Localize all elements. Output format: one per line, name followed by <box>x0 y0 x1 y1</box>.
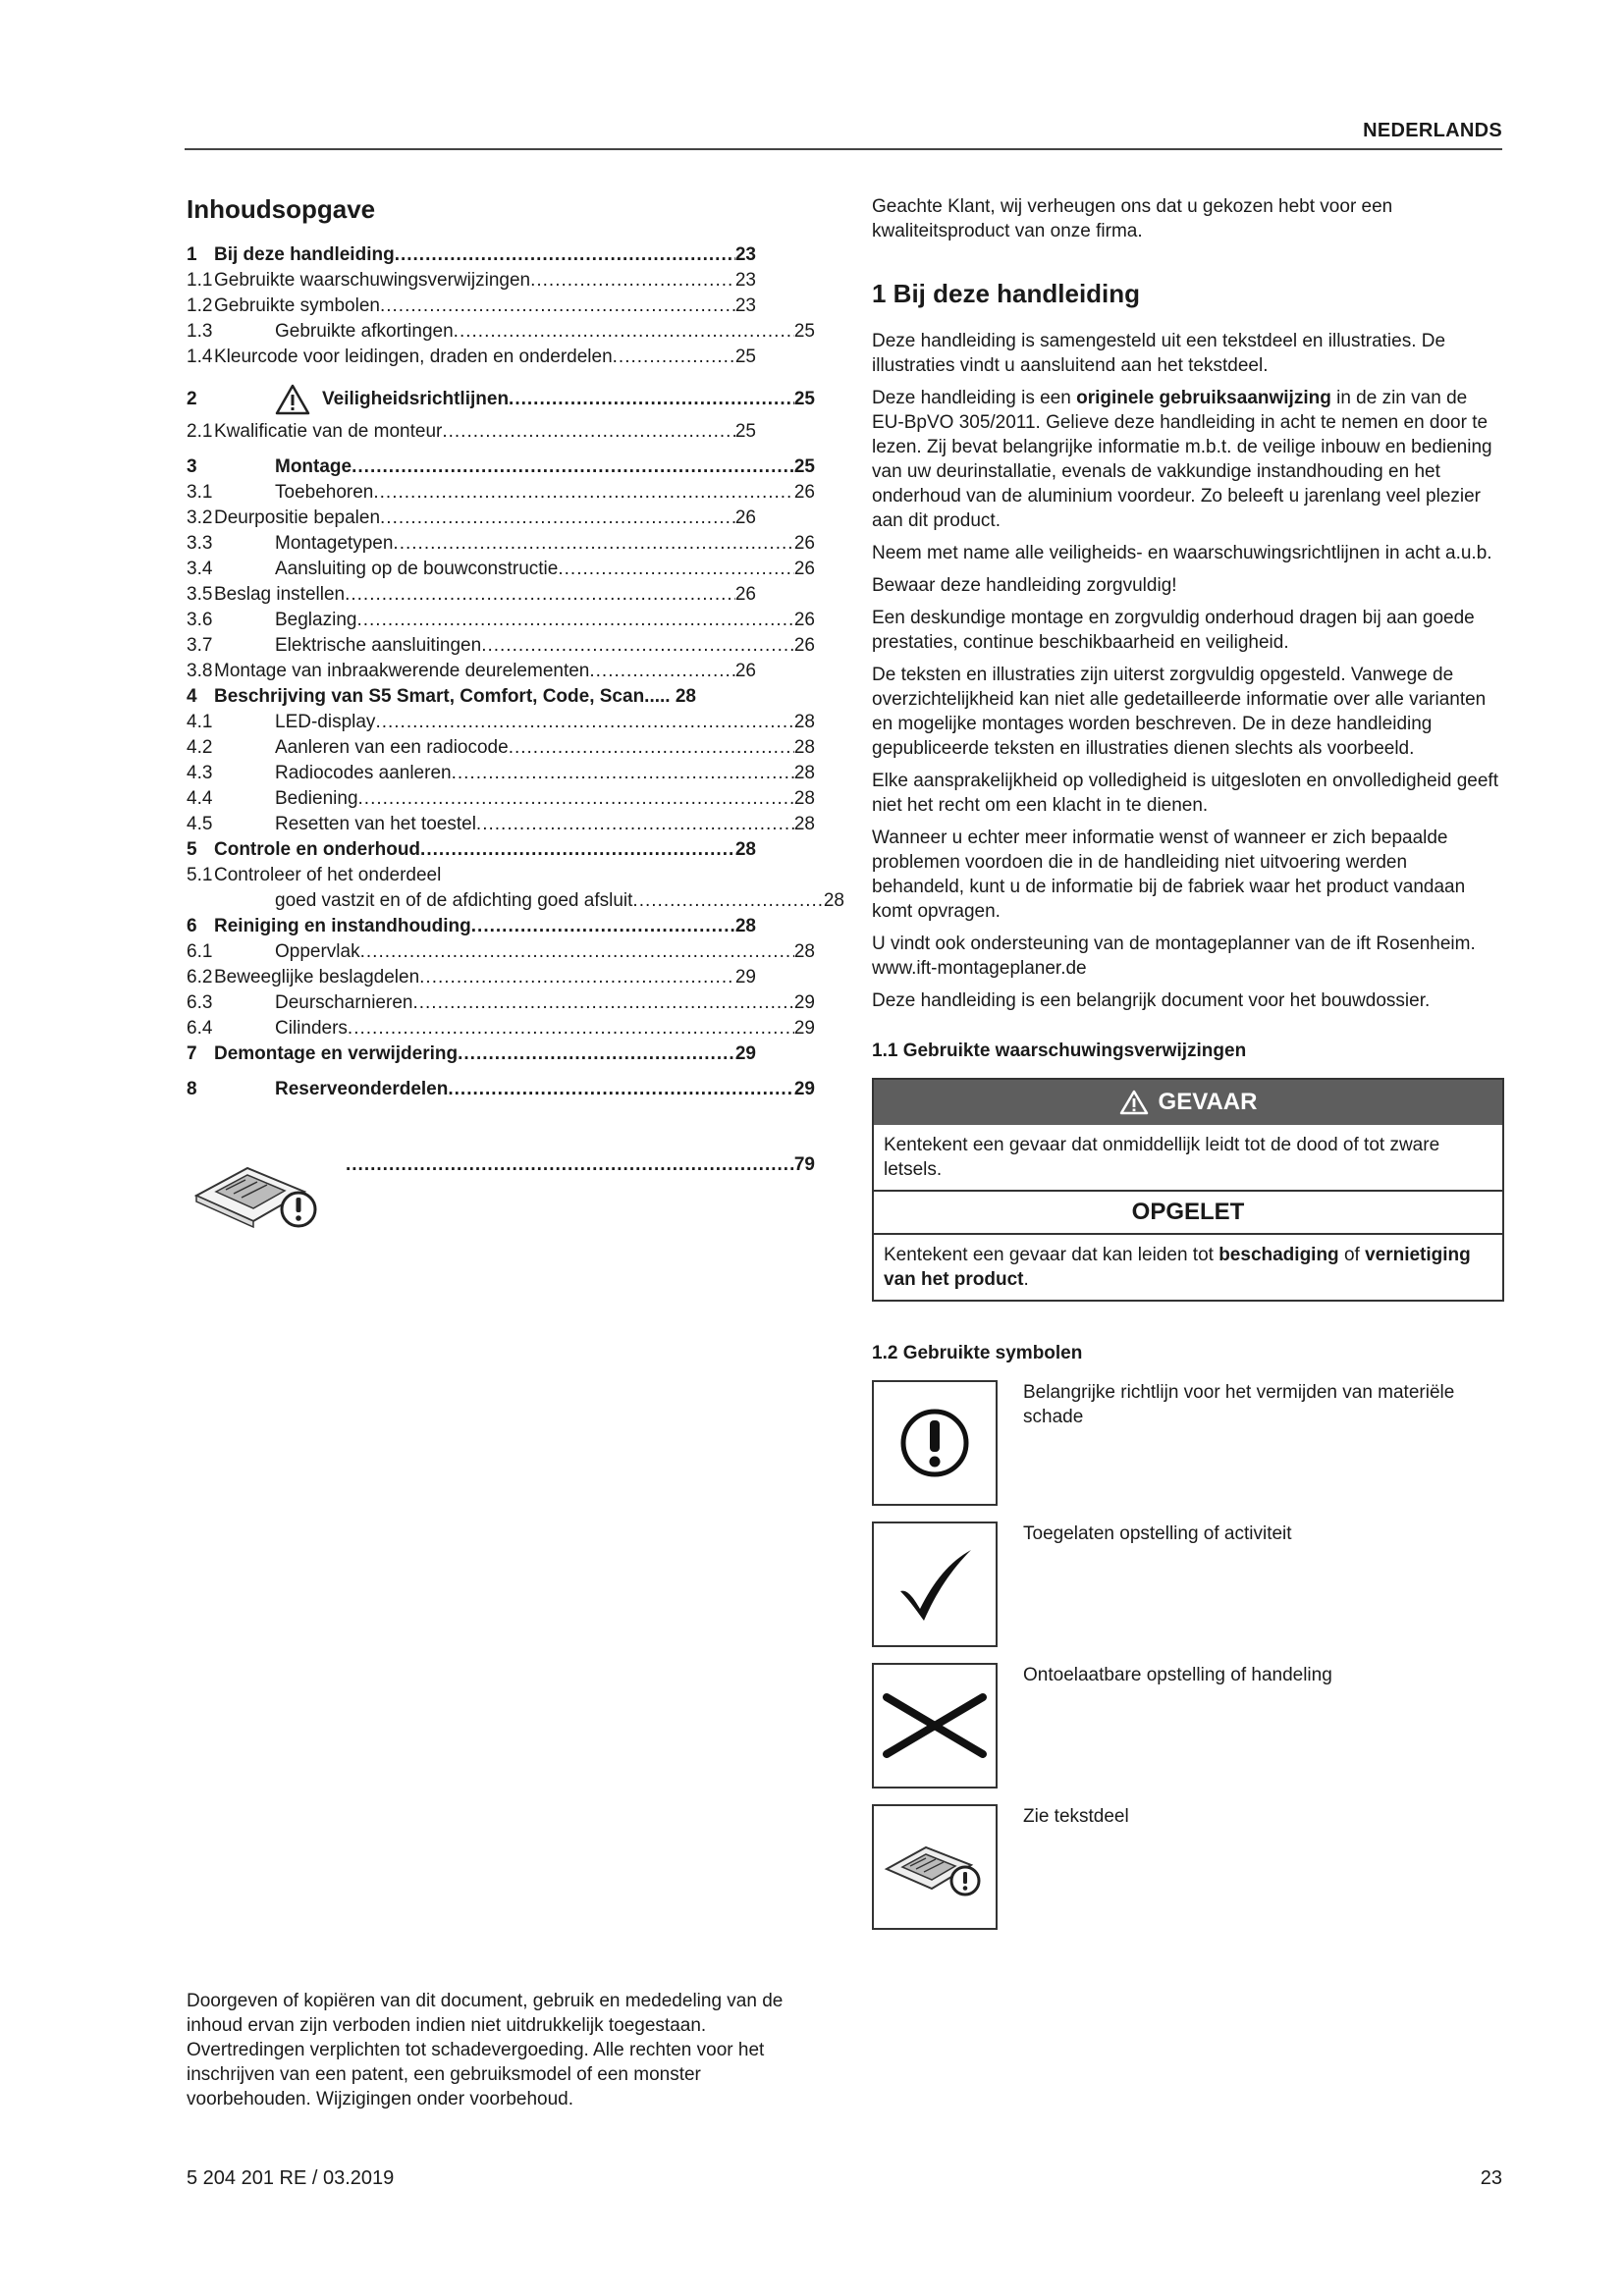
toc-entry[interactable]: 1.1 Gebruikte waarschuwingsverwijzingen ..... 23 <box>187 268 756 294</box>
paragraph: Neem met name alle veiligheids- en waarschuwingsrichtlijnen in acht a.u.b. <box>872 543 1492 563</box>
toc-entry[interactable]: goed vastzit en of de afdichting goed afsluit ..... 28 <box>187 888 844 914</box>
toc-entry[interactable]: 4 Beschrijving van S5 Smart, Comfort, Code, Scan..... 28 <box>187 686 696 707</box>
header-rule <box>185 148 1502 150</box>
see-text-icon <box>881 1828 989 1906</box>
toc-entry[interactable]: 4.4 Bediening ..... 28 <box>187 786 815 812</box>
toc-entry[interactable]: 3.2 Deurpositie bepalen ..... 26 <box>187 506 756 531</box>
symbol-list <box>872 1380 1502 1930</box>
list-item: Toegelaten opstelling of activiteit <box>872 1522 1502 1647</box>
paragraph: Deze handleiding is samengesteld uit een tekstdeel en illustraties. De illustraties vindt u aansluitend aan het tekstdeel. <box>872 331 1446 376</box>
toc-entry[interactable]: 1 Bij deze handleiding ..... 23 <box>187 242 756 268</box>
toc-entry[interactable]: 6 Reiniging en instandhouding ..... 28 <box>187 914 756 939</box>
warning-triangle-icon <box>275 384 310 415</box>
toc-entry[interactable]: 3.3 Montagetypen ..... 26 <box>187 531 815 557</box>
toc-entry[interactable]: 8 Reserveonderdelen ..... 29 <box>187 1077 815 1102</box>
paragraph: Wanneer u echter meer informatie wenst of wanneer er zich bepaalde problemen voordoen die in de handleiding niet uitvoering werden behandeld, kunt u de informatie bij de fabriek waar het product vandaan komt opvragen. <box>872 828 1466 922</box>
exclamation-circle-icon <box>895 1404 974 1482</box>
caution-header: OPGELET <box>874 1192 1502 1235</box>
main-content <box>872 194 1502 1946</box>
list-item: Zie tekstdeel <box>872 1804 1502 1930</box>
page-number: 23 <box>1480 2167 1502 2189</box>
copyright-notice: Doorgeven of kopiëren van dit document, gebruik en mededeling van de inhoud ervan zijn verboden indien niet uitdrukkelijk toegestaan. Overtredingen verplichten tot schadevergoeding. Alle rechten voor het inschrijven van een patent, een gebruiksmodel of een monster voorbehouden. Wijzigingen onder voorbehoud. <box>187 1991 784 2109</box>
toc-title: Inhoudsopgave <box>187 194 376 224</box>
list-item: Belangrijke richtlijn voor het vermijden van materiële schade <box>872 1380 1502 1506</box>
toc-entry[interactable]: 7 Demontage en verwijdering ..... 29 <box>187 1041 756 1067</box>
toc-entry[interactable]: 6.1 Oppervlak ..... 28 <box>187 939 815 965</box>
list-item: Ontoelaatbare opstelling of handeling <box>872 1663 1502 1789</box>
section-title: 1 Bij deze handleiding <box>872 279 1141 308</box>
toc-entry[interactable]: 3.4 Aansluiting op de bouwconstructie ..... 26 <box>187 557 815 582</box>
language-label: NEDERLANDS <box>1363 120 1502 141</box>
toc-entry[interactable]: 6.4 Cilinders ..... 29 <box>187 1016 815 1041</box>
toc-entry[interactable]: 3.5 Beslag instellen ..... 26 <box>187 582 756 608</box>
table-of-contents <box>187 194 844 1102</box>
warning-triangle-icon <box>1119 1090 1149 1115</box>
toc-entry[interactable]: 6.2 Beweeglijke beslagdelen ..... 29 <box>187 965 756 990</box>
paragraph: Een deskundige montage en zorgvuldig onderhoud dragen bij aan goede prestaties, continue beschikbaarheid en veiligheid. <box>872 608 1475 653</box>
toc-entry[interactable]: 3.1 Toebehoren ..... 26 <box>187 480 815 506</box>
subsection-title: 1.2 Gebruikte symbolen <box>872 1343 1083 1363</box>
toc-entry[interactable]: 3.8 Montage van inbraakwerende deurelementen ..... 26 <box>187 659 756 684</box>
toc-entry[interactable]: 1.4 Kleurcode voor leidingen, draden en onderdelen ..... 25 <box>187 345 756 370</box>
toc-entry[interactable]: 2 Veiligheidsrichtlijnen ..... 25 <box>187 380 815 419</box>
see-text-icon <box>187 1148 324 1237</box>
paragraph: Bewaar deze handleiding zorgvuldig! <box>872 575 1177 596</box>
toc-entry[interactable]: 3.7 Elektrische aansluitingen ..... 26 <box>187 633 815 659</box>
toc-entry[interactable]: 3 Montage ..... 25 <box>187 454 815 480</box>
toc-entry[interactable]: 3.6 Beglazing ..... 26 <box>187 608 815 633</box>
toc-entry[interactable]: 4.3 Radiocodes aanleren ..... 28 <box>187 761 815 786</box>
paragraph: U vindt ook ondersteuning van de montageplanner van de ift Rosenheim. www.ift-montageplaner.de <box>872 934 1476 979</box>
toc-entry[interactable]: 2.1 Kwalificatie van de monteur ..... 25 <box>187 419 756 445</box>
toc-entry[interactable]: 1.2 Gebruikte symbolen ..... 23 <box>187 294 756 319</box>
toc-entry[interactable]: 1.3 Gebruikte afkortingen ..... 25 <box>187 319 815 345</box>
document-number: 5 204 201 RE / 03.2019 <box>187 2167 395 2189</box>
toc-entry[interactable]: 4.1 LED-display ..... 28 <box>187 710 815 735</box>
danger-text: Kentekent een gevaar dat onmiddellijk leidt tot de dood of tot zware letsels. <box>874 1125 1502 1192</box>
toc-entry[interactable]: 5.1 Controleer of het onderdeel <box>187 865 442 885</box>
paragraph: Deze handleiding is een originele gebruiksaanwijzing in de zin van de EU-BpVO 305/2011. Gelieve deze handleiding in acht te nemen en door te lezen. Zij bevat belangrijke informatie m.b.t. de veilige inbouw en bediening van uw deurinstallatie, evenals de vakkundige instandhouding en het onderhoud van de aluminium voordeur. Zo beleeft u jarenlang veel plezier aan dit product. <box>872 388 1492 531</box>
subsection-title: 1.1 Gebruikte waarschuwingsverwijzingen <box>872 1041 1247 1061</box>
paragraph: De teksten en illustraties zijn uiterst zorgvuldig opgesteld. Vanwege de overzichtelijkheid kan niet alle gedetailleerde informatie over alle varianten en mogelijke montages worden beschreven. De in deze handleiding gepubliceerde teksten en illustraties dienen slechts als voorbeeld. <box>872 665 1487 759</box>
toc-entry[interactable]: 4.2 Aanleren van een radiocode ..... 28 <box>187 735 815 761</box>
intro-text: Geachte Klant, wij verheugen ons dat u gekozen hebt voor een kwaliteitsproduct van onze firma. <box>872 196 1393 241</box>
cross-icon <box>881 1682 989 1770</box>
caution-text: Kentekent een gevaar dat kan leiden tot beschadiging of vernietiging van het product. <box>884 1245 1471 1290</box>
toc-entry[interactable]: 6.3 Deurscharnieren ..... 29 <box>187 990 815 1016</box>
paragraph: Elke aansprakelijkheid op volledigheid is uitgesloten en onvolledigheid geeft niet het recht om een klacht in te dienen. <box>872 771 1498 816</box>
toc-entry[interactable]: 4.5 Resetten van het toestel ..... 28 <box>187 812 815 837</box>
danger-header: GEVAAR <box>874 1080 1502 1125</box>
toc-entry[interactable]: 5 Controle en onderhoud ..... 28 <box>187 837 756 863</box>
appendix-reference: ..... 79 <box>187 1137 815 1245</box>
check-icon <box>891 1540 979 1629</box>
paragraph: Deze handleiding is een belangrijk document voor het bouwdossier. <box>872 990 1431 1011</box>
warning-table <box>872 1078 1504 1302</box>
